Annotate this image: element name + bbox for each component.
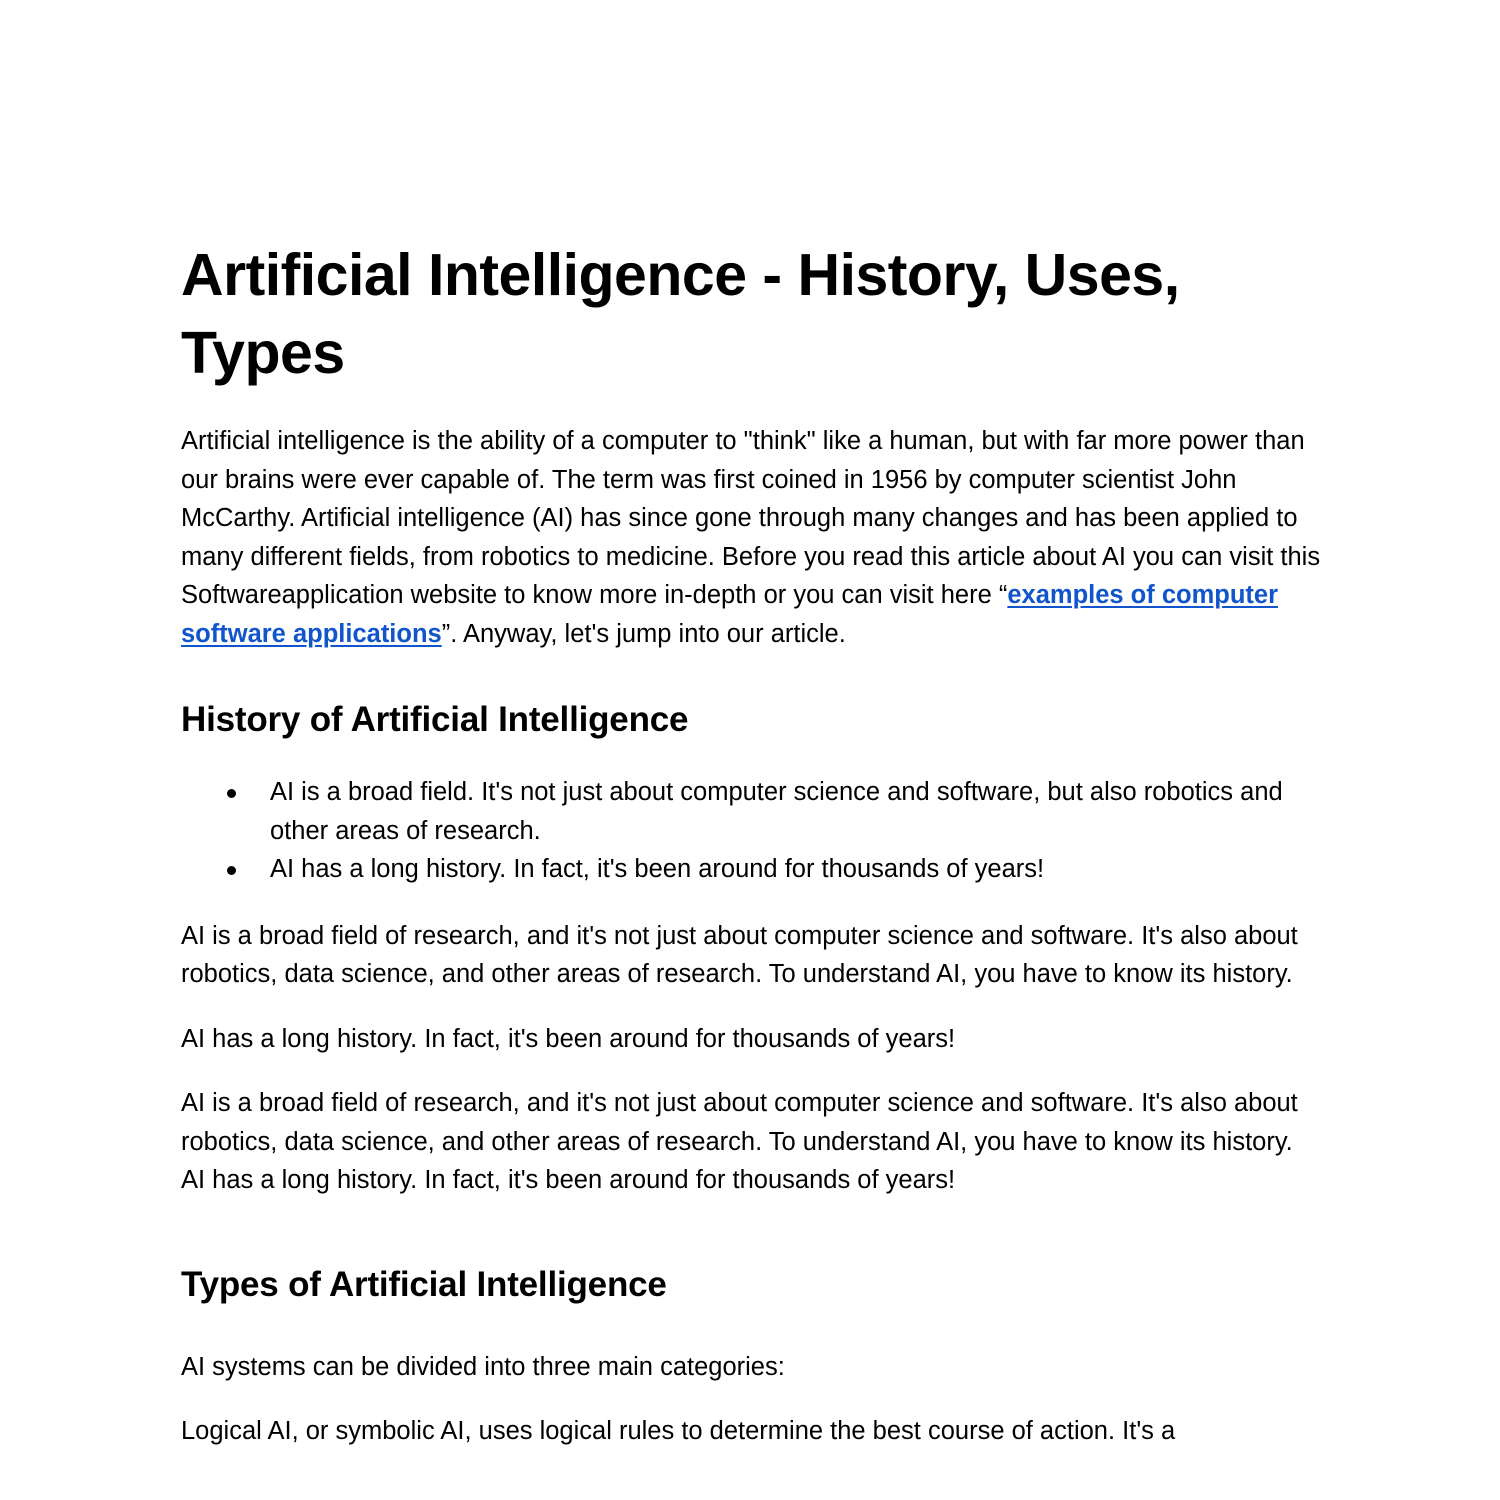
open-quote: “: [998, 581, 1008, 609]
types-paragraph-1: AI systems can be divided into three main categories:: [181, 1352, 785, 1381]
close-quote: ”: [441, 619, 451, 648]
bullet-icon: [227, 866, 236, 875]
bullet-icon: [227, 789, 236, 798]
page-title: Artificial Intelligence - History, Uses, Types: [181, 242, 1180, 386]
history-paragraph-2: AI has a long history. In fact, it's been around for thousands of years!: [181, 1024, 956, 1053]
section-heading-types: Types of Artificial Intelligence: [181, 1264, 667, 1304]
types-paragraph-2: Logical AI, or symbolic AI, uses logical rules to determine the best course of action. It's a: [181, 1417, 1176, 1445]
list-item: [181, 773, 1321, 850]
list-item-label: AI has a long history. In fact, it's been around for thousands of years!: [270, 855, 1045, 883]
intro-text-before-link: Artificial intelligence is the ability of a computer to "think" like a human, but with far more power than our brains were ever capable of. The term was first coined in 1956 by computer scientist John McCarthy. Artificial intelligence (AI) has since gone through many changes and has been applied to many different fields, from robotics to medicine. Before you read this article about AI you can visit this Softwareapplication website to know more in-depth or you can visit here: [181, 427, 1321, 609]
document-body: [181, 236, 1321, 1451]
history-bullet-list: [181, 773, 1321, 889]
intro-text-after-link: . Anyway, let's jump into our article.: [450, 619, 846, 648]
history-paragraph-1: AI is a broad field of research, and it's not just about computer science and software. It's also about robotics, data science, and other areas of research. To understand AI, you have to know its history.: [181, 921, 1298, 988]
intro-paragraph: [181, 422, 1321, 653]
section-heading-history: History of Artificial Intelligence: [181, 700, 689, 739]
software-applications-link[interactable]: examples of computer software applications: [181, 581, 1279, 648]
list-item-label: AI is a broad field. It's not just about computer science and software, but also robotics and other areas of research.: [270, 778, 1283, 845]
history-paragraph-3: AI is a broad field of research, and it's not just about computer science and software. It's also about robotics, data science, and other areas of research. To understand AI, you have to know its history. AI has a long history. In fact, it's been around for thousands of years!: [181, 1089, 1298, 1194]
list-item: [181, 850, 1321, 889]
